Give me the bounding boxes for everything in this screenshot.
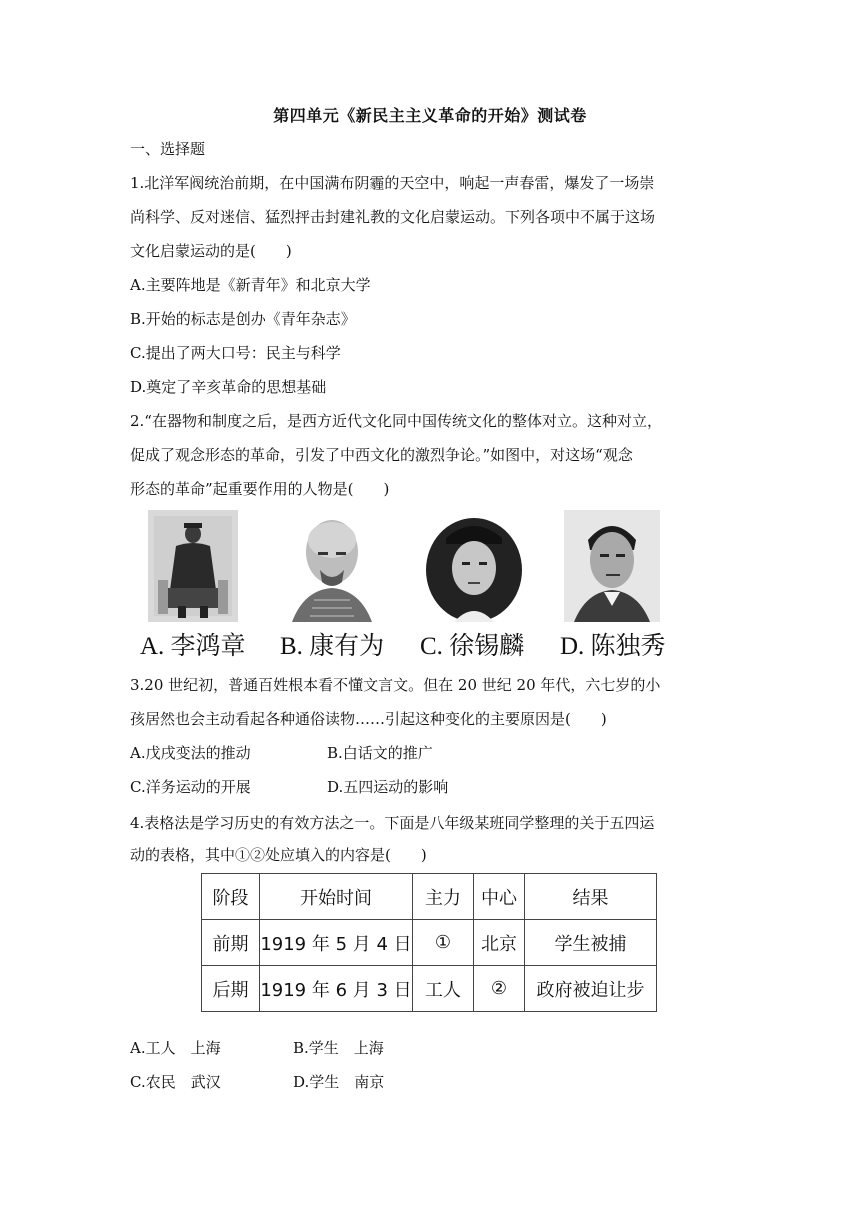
table-row <box>202 920 657 966</box>
portrait-figure <box>140 510 700 670</box>
question-text-line: 尚科学、反对迷信、猛烈抨击封建礼教的文化启蒙运动。下列各项中不属于这场 <box>130 208 656 226</box>
question-text-line: 形态的革命”起重要作用的人物是( ) <box>130 480 390 498</box>
portrait-seated-official-icon[interactable] <box>148 510 238 626</box>
table-row <box>202 966 657 1012</box>
option-b[interactable]: B.开始的标志是创办《青年杂志》 <box>130 310 356 328</box>
table-cell: 政府被迫让步 <box>525 966 657 1012</box>
question-text-line: 促成了观念形态的革命，引发了中西文化的激烈争论。”如图中，对这场“观念 <box>130 446 633 464</box>
table-cell: 工人 <box>413 966 474 1012</box>
question-text-line: 1.北洋军阀统治前期，在中国满布阴霾的天空中，响起一声春雷，爆发了一场崇 <box>130 174 655 192</box>
table-cell: 1919 年 5 月 4 日 <box>260 920 413 966</box>
section-heading: 一、选择题 <box>130 140 206 158</box>
table-cell: ② <box>474 966 525 1012</box>
option-a[interactable]: A.主要阵地是《新青年》和北京大学 <box>130 276 371 294</box>
table-header-row <box>202 874 657 920</box>
option-d[interactable]: D.学生 南京 <box>293 1073 385 1091</box>
table-cell: 前期 <box>202 920 260 966</box>
option-c[interactable]: C.农民 武汉 <box>130 1073 221 1091</box>
option-d[interactable]: D.奠定了辛亥革命的思想基础 <box>130 378 327 396</box>
question-text-line: 3.20 世纪初，普通百姓根本看不懂文言文。但在 20 世纪 20 年代，六七岁的小 <box>130 676 661 694</box>
page-title: 第四单元《新民主主义革命的开始》测试卷 <box>273 106 587 125</box>
portrait-label-a: A. 李鸿章 <box>140 633 246 660</box>
portrait-label-b: B. 康有为 <box>280 633 385 660</box>
table-header-cell: 阶段 <box>202 874 260 920</box>
table-cell: 后期 <box>202 966 260 1012</box>
movement-table <box>201 873 657 1012</box>
table-header-cell: 开始时间 <box>260 874 413 920</box>
option-c[interactable]: C.提出了两大口号：民主与科学 <box>130 344 341 362</box>
table-cell: 1919 年 6 月 3 日 <box>260 966 413 1012</box>
option-c[interactable]: C.洋务运动的开展 <box>130 778 251 796</box>
option-b[interactable]: B.学生 上海 <box>293 1039 384 1057</box>
option-a[interactable]: A.工人 上海 <box>130 1039 221 1057</box>
question-text-line: 4.表格法是学习历史的有效方法之一。下面是八年级某班同学整理的关于五四运 <box>130 814 655 832</box>
question-text-line: 2.“在器物和制度之后，是西方近代文化同中国传统文化的整体对立。这种对立， <box>130 412 662 430</box>
portrait-label-d: D. 陈独秀 <box>560 633 666 660</box>
table-cell: 学生被捕 <box>525 920 657 966</box>
question-text-line: 孩居然也会主动看起各种通俗读物……引起这种变化的主要原因是( ) <box>130 710 607 728</box>
table-cell: 北京 <box>474 920 525 966</box>
table-cell: ① <box>413 920 474 966</box>
option-b[interactable]: B.白话文的推广 <box>327 744 433 762</box>
table-header-cell: 结果 <box>525 874 657 920</box>
option-a[interactable]: A.戊戌变法的推动 <box>130 744 251 762</box>
portrait-young-man-icon[interactable] <box>564 510 660 626</box>
portrait-man-cap-icon[interactable] <box>424 510 524 626</box>
portrait-label-c: C. 徐锡麟 <box>420 633 525 660</box>
portrait-bald-man-icon[interactable] <box>284 510 380 626</box>
question-text-line: 动的表格，其中①②处应填入的内容是( ) <box>130 846 427 864</box>
option-d[interactable]: D.五四运动的影响 <box>327 778 449 796</box>
table-header-cell: 主力 <box>413 874 474 920</box>
table-header-cell: 中心 <box>474 874 525 920</box>
question-text-line: 文化启蒙运动的是( ) <box>130 242 292 260</box>
